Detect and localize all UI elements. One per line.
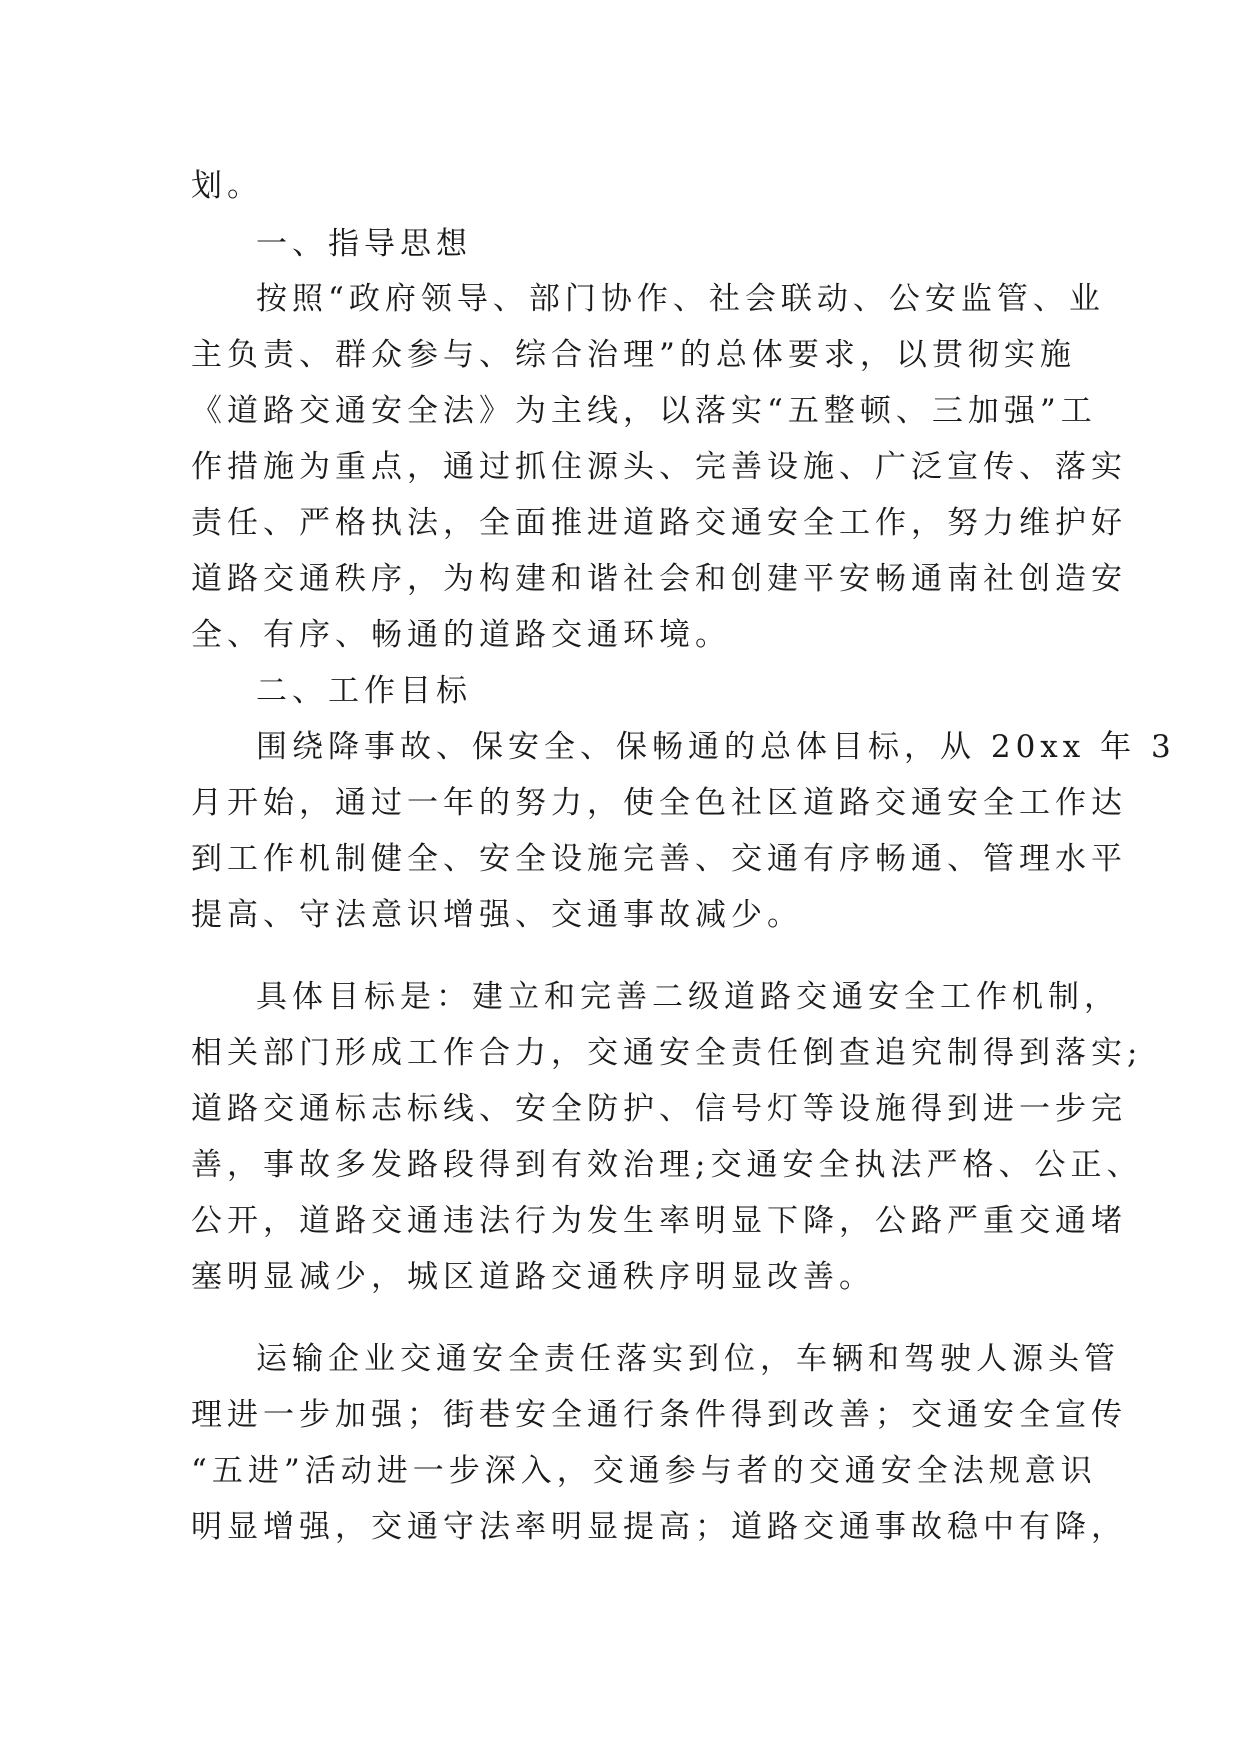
paragraph-line: 善，事故多发路段得到有效治理;交通安全执法严格、公正、: [191, 1147, 1143, 1183]
paragraph-line: 提高、守法意识增强、交通事故减少。: [191, 897, 803, 933]
text-line: 划。: [191, 168, 263, 204]
paragraph-line: 相关部门形成工作合力，交通安全责任倒查追究制得到落实;: [191, 1035, 1143, 1071]
paragraph-line: 公开，道路交通违法行为发生率明显下降，公路严重交通堵: [191, 1203, 1127, 1239]
section-heading-guiding-ideology: 一、指导思想: [256, 226, 472, 262]
paragraph-line: 道路交通标志标线、安全防护、信号灯等设施得到进一步完: [191, 1091, 1127, 1127]
paragraph-line: 塞明显减少，城区道路交通秩序明显改善。: [191, 1259, 875, 1295]
paragraph-line: 作措施为重点，通过抓住源头、完善设施、广泛宣传、落实: [191, 449, 1127, 485]
paragraph-line: 责任、严格执法，全面推进道路交通安全工作，努力维护好: [191, 505, 1127, 541]
paragraph-line: “五进”活动进一步深入，交通参与者的交通安全法规意识: [191, 1453, 1097, 1489]
paragraph-line: 道路交通秩序，为构建和谐社会和创建平安畅通南社创造安: [191, 561, 1127, 597]
paragraph-line: 全、有序、畅通的道路交通环境。: [191, 617, 731, 653]
section-heading-work-goals: 二、工作目标: [256, 673, 472, 709]
paragraph-line: 明显增强，交通守法率明显提高；道路交通事故稳中有降，: [191, 1509, 1127, 1545]
paragraph-line: 主负责、群众参与、综合治理”的总体要求，以贯彻实施: [191, 337, 1076, 373]
paragraph-line: 按照“政府领导、部门协作、社会联动、公安监管、业: [256, 281, 1105, 317]
paragraph-line: 《道路交通安全法》为主线，以落实“五整顿、三加强”工: [191, 393, 1097, 429]
paragraph-line: 具体目标是：建立和完善二级道路交通安全工作机制，: [256, 979, 1120, 1015]
paragraph-line: 到工作机制健全、安全设施完善、交通有序畅通、管理水平: [191, 841, 1127, 877]
paragraph-line: 围绕降事故、保安全、保畅通的总体目标，从 20xx 年 3: [256, 729, 1176, 765]
paragraph-line: 理进一步加强；街巷安全通行条件得到改善；交通安全宣传: [191, 1397, 1127, 1433]
paragraph-line: 月开始，通过一年的努力，使全色社区道路交通安全工作达: [191, 785, 1127, 821]
paragraph-line: 运输企业交通安全责任落实到位，车辆和驾驶人源头管: [256, 1341, 1120, 1377]
